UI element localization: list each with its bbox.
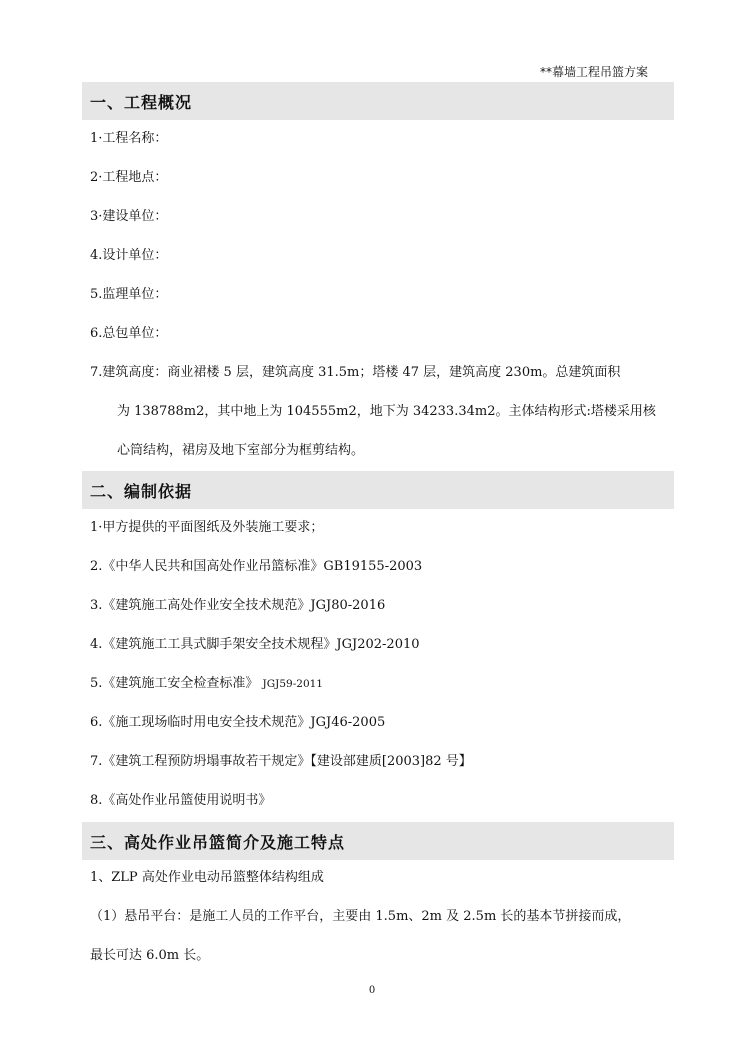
- basis-item-4: 4.《建筑施工工具式脚手架安全技术规程》JGJ202-2010: [90, 637, 420, 652]
- overview-building-area: 为 138788m2，其中地上为 104555m2，地下为 34233.34m2。主体结构形式:塔楼采用核: [117, 404, 656, 419]
- overview-construction-unit: 3·建设单位：: [90, 209, 168, 224]
- basis-item-5-title: 5.《建筑施工安全检查标准》: [90, 676, 259, 691]
- overview-building-height: 7.建筑高度：商业裙楼 5 层，建筑高度 31.5m；塔楼 47 层，建筑高度 230m。总建筑面积: [90, 365, 621, 380]
- overview-project-location: 2·工程地点：: [90, 170, 168, 185]
- section-heading-gondola-intro: 三、高处作业吊篮简介及施工特点: [82, 822, 674, 860]
- section-heading-overview: 一、工程概况: [82, 82, 674, 120]
- gondola-platform-description: （1）悬吊平台：是施工人员的工作平台，主要由 1.5m、2m 及 2.5m 长的基本节拼接而成，: [90, 909, 631, 924]
- overview-project-name: 1·工程名称：: [90, 131, 168, 146]
- overview-general-contractor: 6.总包单位：: [90, 326, 168, 341]
- gondola-structure-heading: 1、ZLP 高处作业电动吊篮整体结构组成: [90, 870, 324, 885]
- basis-item-5-code: JGJ59-2011: [262, 678, 323, 690]
- overview-design-unit: 4.设计单位：: [90, 248, 168, 263]
- basis-item-8: 8.《高处作业吊篮使用说明书》: [90, 793, 272, 808]
- basis-item-2: 2.《中华人民共和国高处作业吊篮标准》GB19155-2003: [90, 559, 423, 574]
- section-heading-basis: 二、编制依据: [82, 471, 674, 509]
- document-header-title: **幕墙工程吊篮方案: [539, 65, 648, 79]
- basis-item-7: 7.《建筑工程预防坍塌事故若干规定》【建设部建质[2003]82 号】: [90, 754, 472, 769]
- basis-item-5: [90, 675, 323, 693]
- basis-item-3: 3.《建筑施工高处作业安全技术规范》JGJ80-2016: [90, 598, 386, 613]
- basis-item-6: 6.《施工现场临时用电安全技术规范》JGJ46-2005: [90, 715, 386, 730]
- gondola-platform-max-length: 最长可达 6.0m 长。: [90, 948, 210, 963]
- page-number: 0: [368, 985, 376, 996]
- basis-item-1: 1·甲方提供的平面图纸及外装施工要求；: [90, 520, 324, 535]
- overview-supervision-unit: 5.监理单位：: [90, 287, 168, 302]
- overview-structure-form: 心筒结构，裙房及地下室部分为框剪结构。: [117, 443, 365, 458]
